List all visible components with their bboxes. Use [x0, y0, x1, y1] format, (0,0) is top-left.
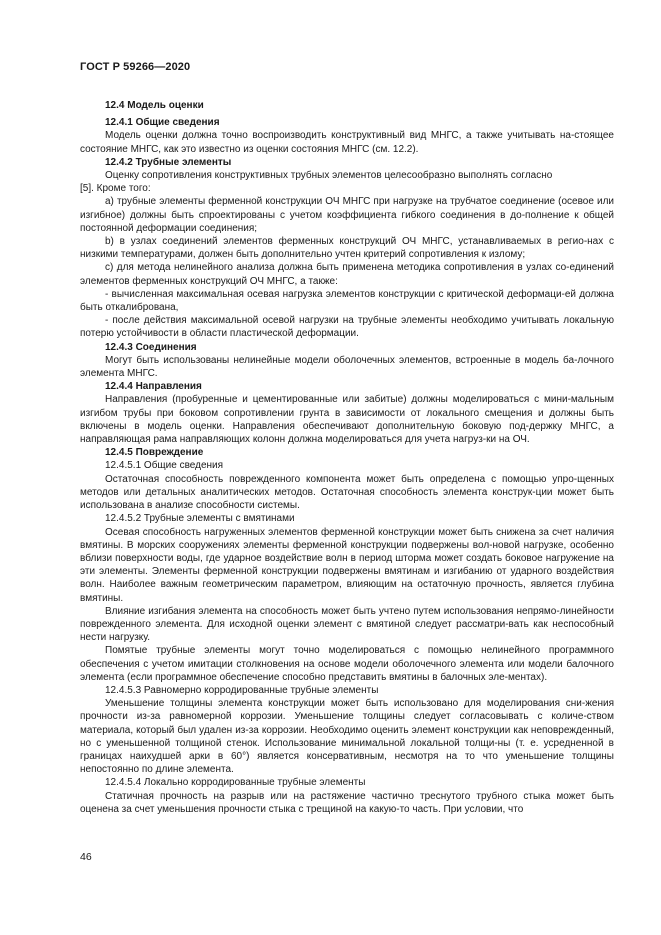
section-heading: 12.4 Модель оценки: [105, 100, 204, 111]
subsection-heading: 12.4.4 Направления: [105, 381, 202, 393]
paragraph: Остаточная способность поврежденного компонента может быть определена с помощью упро-щенных методов или детальных аналитических методов. Остаточная способность элемента конструк-ции может быть использована в анализе способности системы.: [80, 473, 614, 512]
sub-subsection-heading: 12.4.5.4 Локально корродированные трубные элементы: [105, 777, 366, 789]
paragraph: Осевая способность нагруженных элементов ферменной конструкции может быть снижена за счет наличия вмятины. В морских сооружениях элементы ферменной конструкции подвержены вол-новой нагрузке, особенно вблизи поверхности воды, где ударное воздействие волн в период шторма может создать боковое нагружение на эти элементы. Элементы ферменной конструкции подвержены вмятинам и изгибанию от ударного воздействия волн. Наиболее важным геометрическим параметром, влияющим на остаточную прочность, является глубина вмятины.: [80, 526, 614, 604]
list-item: - после действия максимальной осевой нагрузки на трубные элементы необходимо учитывать локальную потерю устойчивости в области пластической деформации.: [80, 315, 614, 340]
sub-subsection-heading: 12.4.5.3 Равномерно корродированные трубные элементы: [105, 684, 379, 696]
subsection-heading: 12.4.3 Соединения: [105, 341, 197, 353]
subsection-heading: 12.4.5 Повреждение: [105, 447, 204, 459]
paragraph: Направления (пробуренные и цементированные или забитые) должны моделироваться с мини-мальным изгибом трубы при боковом сопротивлении грунта в зависимости от локального смещения и должны быть включены в модель оценки. Направления обеспечивают дополнительную боковую под-держку МНГС, а направляющая рама направляющих колонн должна моделироваться для учета нагруз-ки на ОЧ.: [80, 394, 614, 446]
paragraph: Модель оценки должна точно воспроизводить конструктивный вид МНГС, а также учитывать на-стоящее состояние МНГС, как это известно из оценки состояния МНГС (см. 12.2).: [80, 130, 614, 155]
standard-header: ГОСТ Р 59266—2020: [80, 61, 191, 73]
paragraph: Статичная прочность на разрыв или на растяжение частично треснутого трубного стыка может быть оценена за счет уменьшения прочности стыка с трещиной на какую-то часть. При условии, что: [80, 790, 614, 815]
list-item: а) трубные элементы ферменной конструкции ОЧ МНГС при нагрузке на трубчатое соединение (осевое или изгибное) должны быть спроектированы с учетом коэффициента гибкого соединения в до-полнение к общей постоянной деформации соединения;: [80, 196, 614, 234]
paragraph: Оценку сопротивления конструктивных трубных элементов целесообразно выполнять согласно: [105, 170, 553, 182]
list-item: - вычисленная максимальная осевая нагрузка элементов конструкции с критической деформаци-ей должна быть откалибрована,: [80, 288, 614, 314]
paragraph: Уменьшение толщины элемента конструкции может быть использовано для моделирования сни-жения прочности из-за равномерной коррозии. Уменьшение толщины следует согласовывать с количе-ством материала, который был удален из-за коррозии. Необходимо оценить элемент конструкции как неповрежденный, но с уменьшенной толщиной стенок. Использование минимальной локальной толщи-ны (т. е. усредненной в границах наихудшей арки в 60°) является консервативным, несмотря на то что уменьшение толщины непостоянно по длине элемента.: [80, 698, 614, 776]
sub-subsection-heading: 12.4.5.1 Общие сведения: [105, 460, 224, 472]
sub-subsection-heading: 12.4.5.2 Трубные элементы с вмятинами: [105, 513, 295, 525]
paragraph: Могут быть использованы нелинейные модели оболочечных элементов, встроенные в модель ба-лочного элемента МНГС.: [80, 354, 614, 380]
subsection-heading: 12.4.2 Трубные элементы: [105, 156, 232, 168]
list-item: с) для метода нелинейного анализа должна быть применена методика сопротивления в узлах со-единений элементов ферменных конструкций ОЧ МНГС, а также:: [80, 262, 614, 287]
document-body: [80, 91, 614, 816]
paragraph: Помятые трубные элементы могут точно моделироваться с помощью нелинейного программного обеспечения с учетом имитации столкновения на основе модели оболочечного элемента или модели балочного элемента (если программное обеспечение способно представить вмятины в балочных эле-ментах).: [80, 645, 614, 683]
paragraph: [5]. Кроме того:: [80, 183, 151, 195]
list-item: b) в узлах соединений элементов ферменных конструкций ОЧ МНГС, устанавливаемых в регио-нах с низкими температурами, должен быть дополнительно учтен критерий сопротивления к излому;: [80, 236, 614, 261]
subsection-heading: 12.4.1 Общие сведения: [105, 117, 220, 129]
page-number: 46: [80, 851, 92, 863]
paragraph: Влияние изгибания элемента на способность может быть учтено путем использования непрямо-линейности поврежденного элемента. Для исходной оценки элемент с вмятиной следует рассматри-вать как неспособный нести нагрузку.: [80, 605, 614, 644]
